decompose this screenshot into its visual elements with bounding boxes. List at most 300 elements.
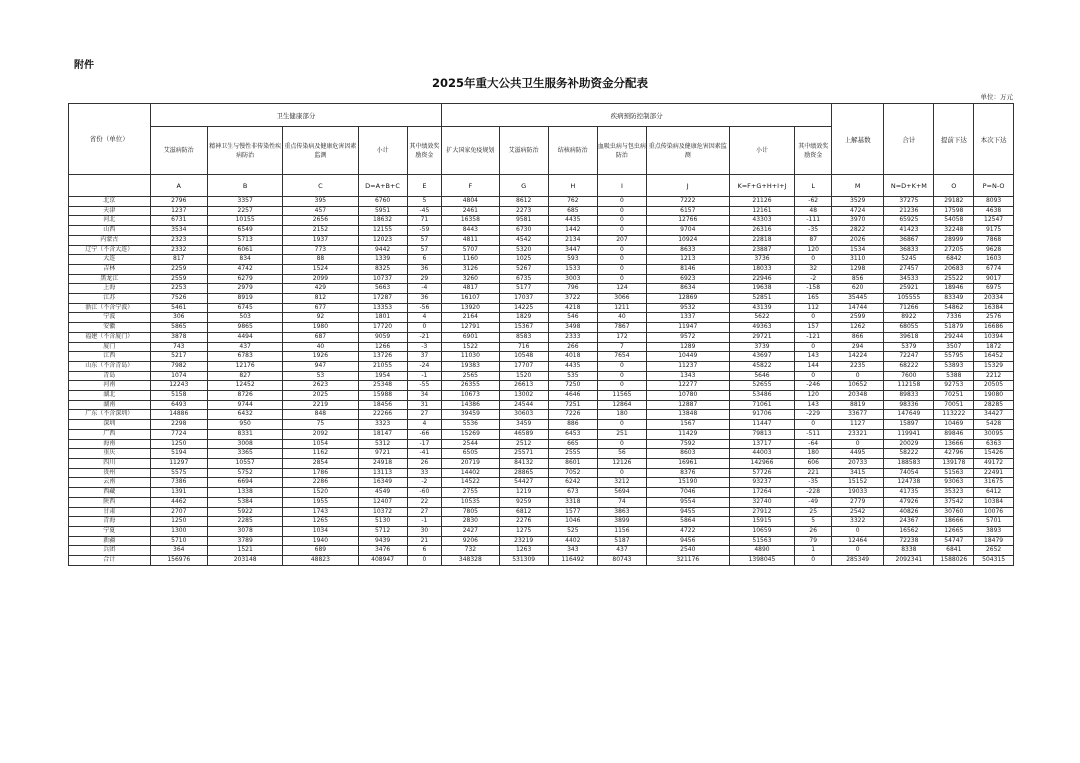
value-cell: 20683: [934, 264, 974, 274]
value-cell: 18033: [729, 264, 795, 274]
value-cell: 30: [407, 526, 441, 536]
value-cell: 36: [407, 264, 441, 274]
value-cell: 817: [150, 255, 207, 265]
value-cell: 43697: [729, 352, 795, 362]
value-cell: 12023: [358, 235, 407, 245]
value-cell: 9532: [646, 303, 729, 313]
value-cell: 53: [283, 371, 358, 381]
health-group-header: 卫生健康部分: [150, 104, 442, 127]
value-cell: 2544: [442, 439, 499, 449]
value-cell: 5158: [150, 391, 207, 401]
value-cell: 116492: [548, 556, 597, 566]
column-code: L: [795, 175, 832, 197]
value-cell: 2092: [283, 429, 358, 439]
province-cell: 黑龙江: [69, 274, 151, 284]
value-cell: 9442: [358, 245, 407, 255]
value-cell: 13848: [646, 410, 729, 420]
value-cell: 6363: [974, 439, 1014, 449]
table-row: [69, 371, 1014, 381]
value-cell: 2565: [442, 371, 499, 381]
value-cell: 4218: [548, 303, 597, 313]
value-cell: 40: [597, 313, 646, 323]
value-cell: 21126: [729, 197, 795, 207]
value-cell: 27: [407, 410, 441, 420]
value-cell: 9744: [208, 400, 283, 410]
value-cell: 20719: [442, 458, 499, 468]
value-cell: 25571: [499, 449, 548, 459]
value-cell: 5267: [499, 264, 548, 274]
value-cell: 2779: [832, 497, 884, 507]
value-cell: 4018: [548, 352, 597, 362]
value-cell: 3008: [208, 439, 283, 449]
value-cell: 29: [407, 274, 441, 284]
value-cell: 5320: [499, 245, 548, 255]
value-cell: 10659: [729, 526, 795, 536]
value-cell: 8338: [884, 546, 934, 556]
value-cell: 221: [795, 468, 832, 478]
table-row: [69, 313, 1014, 323]
value-cell: 15426: [974, 449, 1014, 459]
value-cell: 4494: [208, 332, 283, 342]
table-row: [69, 391, 1014, 401]
value-cell: 22946: [729, 274, 795, 284]
value-cell: 207: [597, 235, 646, 245]
value-cell: -66: [407, 429, 441, 439]
value-cell: 39459: [442, 410, 499, 420]
value-cell: 31: [407, 400, 441, 410]
value-cell: 68222: [884, 361, 934, 371]
table-row: [69, 410, 1014, 420]
value-cell: 7600: [884, 371, 934, 381]
attachment-label: 附件: [74, 60, 94, 71]
value-cell: 92: [283, 313, 358, 323]
value-cell: 40826: [884, 507, 934, 517]
value-cell: 1074: [150, 371, 207, 381]
column-code: C: [283, 175, 358, 197]
value-cell: 2979: [208, 284, 283, 294]
value-cell: 17264: [729, 488, 795, 498]
value-cell: 0: [597, 216, 646, 226]
table-row: [69, 449, 1014, 459]
value-cell: 1567: [646, 420, 729, 430]
value-cell: 80743: [597, 556, 646, 566]
value-cell: 8146: [646, 264, 729, 274]
column-header: 其中绩效奖励资金: [795, 127, 832, 175]
value-cell: 4646: [548, 391, 597, 401]
value-cell: 5694: [597, 488, 646, 498]
value-cell: 49363: [729, 323, 795, 333]
value-cell: 3459: [499, 420, 548, 430]
value-cell: 6549: [208, 226, 283, 236]
value-cell: 4462: [150, 497, 207, 507]
value-cell: 22: [407, 497, 441, 507]
column-code: O: [934, 175, 974, 197]
value-cell: 74054: [884, 468, 934, 478]
value-cell: 112: [795, 303, 832, 313]
value-cell: 0: [597, 381, 646, 391]
value-cell: 2512: [499, 439, 548, 449]
value-cell: 36833: [884, 245, 934, 255]
value-cell: 0: [407, 556, 441, 566]
province-cell: 湖北: [69, 391, 151, 401]
value-cell: 5622: [729, 313, 795, 323]
value-cell: 12864: [597, 400, 646, 410]
value-cell: 5575: [150, 468, 207, 478]
province-cell: 厦门: [69, 342, 151, 352]
table-row: [69, 216, 1014, 226]
value-cell: 6730: [499, 226, 548, 236]
value-cell: 3318: [548, 497, 597, 507]
value-cell: 1160: [442, 255, 499, 265]
value-cell: 8819: [832, 400, 884, 410]
value-cell: 834: [208, 255, 283, 265]
value-cell: 1213: [646, 255, 729, 265]
value-cell: 1442: [548, 226, 597, 236]
province-cell: 广西: [69, 429, 151, 439]
value-cell: 5130: [358, 517, 407, 527]
value-cell: 5461: [150, 303, 207, 313]
province-header: 省份（单位）: [69, 104, 151, 175]
value-cell: 408947: [358, 556, 407, 566]
value-cell: 23887: [729, 245, 795, 255]
value-cell: 2276: [499, 517, 548, 527]
value-cell: 4722: [646, 526, 729, 536]
value-cell: 7867: [597, 323, 646, 333]
value-cell: -2: [407, 478, 441, 488]
province-cell: 安徽: [69, 323, 151, 333]
value-cell: 21055: [358, 361, 407, 371]
value-cell: 11297: [150, 458, 207, 468]
value-cell: 36867: [884, 235, 934, 245]
value-cell: 5245: [884, 255, 934, 265]
value-cell: 4495: [832, 449, 884, 459]
table-row: [69, 488, 1014, 498]
value-cell: 0: [795, 342, 832, 352]
value-cell: 12547: [974, 216, 1014, 226]
total-row: [69, 556, 1014, 566]
value-cell: 7052: [548, 468, 597, 478]
column-header-o: 提前下达: [934, 104, 974, 175]
value-cell: 51879: [934, 323, 974, 333]
value-cell: 2559: [150, 274, 207, 284]
table-row: [69, 294, 1014, 304]
value-cell: 35445: [832, 294, 884, 304]
value-cell: 294: [832, 342, 884, 352]
value-cell: 687: [283, 332, 358, 342]
value-cell: 4817: [442, 284, 499, 294]
column-header: 小计: [358, 127, 407, 175]
value-cell: 5: [795, 517, 832, 527]
value-cell: 1398045: [729, 556, 795, 566]
value-cell: 16686: [974, 323, 1014, 333]
value-cell: 0: [597, 371, 646, 381]
value-cell: 18147: [358, 429, 407, 439]
value-cell: 9059: [358, 332, 407, 342]
table-row: [69, 303, 1014, 313]
value-cell: 10449: [646, 352, 729, 362]
province-cell: 福建（不含厦门）: [69, 332, 151, 342]
value-cell: 2092341: [884, 556, 934, 566]
value-cell: 15367: [499, 323, 548, 333]
value-cell: 2652: [974, 546, 1014, 556]
value-cell: 2796: [150, 197, 207, 207]
value-cell: 56: [597, 449, 646, 459]
value-cell: 14522: [442, 478, 499, 488]
value-cell: 37275: [884, 197, 934, 207]
table-row: [69, 497, 1014, 507]
value-cell: 3476: [358, 546, 407, 556]
value-cell: 18946: [934, 284, 974, 294]
value-cell: 11565: [597, 391, 646, 401]
value-cell: 1521: [208, 546, 283, 556]
province-cell: 重庆: [69, 449, 151, 459]
value-cell: 48823: [283, 556, 358, 566]
column-header-m: 上解基数: [832, 104, 884, 175]
table-row: [69, 458, 1014, 468]
value-cell: 2332: [150, 245, 207, 255]
value-cell: 2219: [283, 400, 358, 410]
value-cell: 620: [832, 284, 884, 294]
value-cell: 2286: [283, 478, 358, 488]
value-cell: 7868: [974, 235, 1014, 245]
value-cell: 165: [795, 294, 832, 304]
value-cell: 20733: [832, 458, 884, 468]
value-cell: 28285: [974, 400, 1014, 410]
value-cell: 6735: [499, 274, 548, 284]
value-cell: 395: [283, 197, 358, 207]
value-cell: 27912: [729, 507, 795, 517]
value-cell: 12161: [729, 206, 795, 216]
table-row: [69, 332, 1014, 342]
value-cell: 8919: [208, 294, 283, 304]
value-cell: 2542: [832, 507, 884, 517]
value-cell: 26: [795, 526, 832, 536]
table-row: [69, 507, 1014, 517]
value-cell: 9455: [646, 507, 729, 517]
value-cell: 105555: [884, 294, 934, 304]
value-cell: 10548: [499, 352, 548, 362]
value-cell: 12869: [646, 294, 729, 304]
value-cell: 1522: [442, 342, 499, 352]
value-cell: 12126: [597, 458, 646, 468]
value-cell: 3126: [442, 264, 499, 274]
table-row: [69, 478, 1014, 488]
value-cell: 10469: [934, 420, 974, 430]
value-cell: 144: [795, 361, 832, 371]
value-cell: 1980: [283, 323, 358, 333]
value-cell: 2152: [283, 226, 358, 236]
value-cell: 57: [407, 245, 441, 255]
value-cell: 6760: [358, 197, 407, 207]
value-cell: 3078: [208, 526, 283, 536]
value-cell: 180: [597, 410, 646, 420]
table-row: [69, 235, 1014, 245]
value-cell: 1127: [832, 420, 884, 430]
value-cell: 52655: [729, 381, 795, 391]
value-cell: 2235: [832, 361, 884, 371]
column-code: M: [832, 175, 884, 197]
value-cell: 2555: [548, 449, 597, 459]
table-row: [69, 536, 1014, 546]
value-cell: -3: [407, 342, 441, 352]
value-cell: 16358: [442, 216, 499, 226]
value-cell: 72247: [884, 352, 934, 362]
value-cell: 306: [150, 313, 207, 323]
value-cell: 1211: [597, 303, 646, 313]
value-cell: -49: [795, 497, 832, 507]
province-cell: 北京: [69, 197, 151, 207]
value-cell: 14744: [832, 303, 884, 313]
value-cell: 53893: [934, 361, 974, 371]
value-cell: 1046: [548, 517, 597, 527]
value-cell: 156976: [150, 556, 207, 566]
value-cell: 11237: [646, 361, 729, 371]
value-cell: 35323: [934, 488, 974, 498]
value-cell: 70051: [934, 400, 974, 410]
table-row: [69, 284, 1014, 294]
value-cell: 503: [208, 313, 283, 323]
value-cell: 12407: [358, 497, 407, 507]
value-cell: 6774: [974, 264, 1014, 274]
value-cell: 1262: [832, 323, 884, 333]
value-cell: 91706: [729, 410, 795, 420]
value-cell: 0: [832, 371, 884, 381]
value-cell: 3789: [208, 536, 283, 546]
value-cell: 8331: [208, 429, 283, 439]
value-cell: 57726: [729, 468, 795, 478]
value-cell: 18479: [974, 536, 1014, 546]
value-cell: 7592: [646, 439, 729, 449]
value-cell: 2253: [150, 284, 207, 294]
value-cell: 1534: [832, 245, 884, 255]
province-cell: 河南: [69, 381, 151, 391]
value-cell: 172: [597, 332, 646, 342]
value-cell: 10076: [974, 507, 1014, 517]
value-cell: 6453: [548, 429, 597, 439]
value-cell: 457: [283, 206, 358, 216]
value-cell: 8443: [442, 226, 499, 236]
value-cell: 2540: [646, 546, 729, 556]
value-cell: -2: [795, 274, 832, 284]
value-cell: 20334: [974, 294, 1014, 304]
value-cell: 1937: [283, 235, 358, 245]
value-cell: 1926: [283, 352, 358, 362]
value-cell: 531309: [499, 556, 548, 566]
value-cell: 856: [832, 274, 884, 284]
value-cell: -45: [407, 206, 441, 216]
value-cell: 3110: [832, 255, 884, 265]
province-cell: 西藏: [69, 488, 151, 498]
disease-group-header: 疾病预防控制部分: [442, 104, 832, 127]
value-cell: 7805: [442, 507, 499, 517]
value-cell: 25921: [884, 284, 934, 294]
value-cell: 285349: [832, 556, 884, 566]
value-cell: 773: [283, 245, 358, 255]
value-cell: 10652: [832, 381, 884, 391]
value-cell: -511: [795, 429, 832, 439]
value-cell: 29721: [729, 332, 795, 342]
value-cell: 2134: [548, 235, 597, 245]
value-cell: 12887: [646, 400, 729, 410]
column-code: F: [442, 175, 499, 197]
value-cell: 716: [499, 342, 548, 352]
value-cell: 3322: [832, 517, 884, 527]
value-cell: 504315: [974, 556, 1014, 566]
value-cell: 9704: [646, 226, 729, 236]
value-cell: 848: [283, 410, 358, 420]
value-cell: 16961: [646, 458, 729, 468]
value-cell: 10394: [974, 332, 1014, 342]
value-cell: 10155: [208, 216, 283, 226]
value-cell: 743: [150, 342, 207, 352]
value-cell: 8601: [548, 458, 597, 468]
value-cell: 26355: [442, 381, 499, 391]
value-cell: 27: [407, 507, 441, 517]
value-cell: 13002: [499, 391, 548, 401]
province-cell: 内蒙古: [69, 235, 151, 245]
value-cell: 5177: [499, 284, 548, 294]
province-cell: 陕西: [69, 497, 151, 507]
value-cell: 3415: [832, 468, 884, 478]
value-cell: 1337: [646, 313, 729, 323]
value-cell: 3507: [934, 342, 974, 352]
value-cell: 21236: [884, 206, 934, 216]
column-code: A: [150, 175, 207, 197]
value-cell: 7046: [646, 488, 729, 498]
province-cell: 上海: [69, 284, 151, 294]
value-cell: 0: [597, 439, 646, 449]
value-cell: 3529: [832, 197, 884, 207]
value-cell: 12791: [442, 323, 499, 333]
value-cell: 1338: [208, 488, 283, 498]
value-cell: 24367: [884, 517, 934, 527]
value-cell: 1250: [150, 439, 207, 449]
value-cell: -59: [407, 226, 441, 236]
value-cell: 4435: [548, 216, 597, 226]
column-header: 小计: [729, 127, 795, 175]
value-cell: 2257: [208, 206, 283, 216]
value-cell: 17598: [934, 206, 974, 216]
value-cell: -1: [407, 517, 441, 527]
table-row: [69, 274, 1014, 284]
value-cell: 120: [795, 245, 832, 255]
value-cell: 2830: [442, 517, 499, 527]
value-cell: -56: [407, 303, 441, 313]
value-cell: 203148: [208, 556, 283, 566]
value-cell: 27205: [934, 245, 974, 255]
value-cell: 19033: [832, 488, 884, 498]
value-cell: 4804: [442, 197, 499, 207]
value-cell: 113222: [934, 410, 974, 420]
value-cell: 17287: [358, 294, 407, 304]
column-code: D=A+B+C: [358, 175, 407, 197]
value-cell: 0: [597, 226, 646, 236]
value-cell: 12452: [208, 381, 283, 391]
table-row: [69, 323, 1014, 333]
table-row: [69, 517, 1014, 527]
value-cell: 22266: [358, 410, 407, 420]
value-cell: 42796: [934, 449, 974, 459]
value-cell: 3736: [729, 255, 795, 265]
value-cell: 10924: [646, 235, 729, 245]
table-row: [69, 245, 1014, 255]
value-cell: 20505: [974, 381, 1014, 391]
value-cell: 8093: [974, 197, 1014, 207]
value-cell: 5701: [974, 517, 1014, 527]
value-cell: 53486: [729, 391, 795, 401]
value-cell: 1801: [358, 313, 407, 323]
province-cell: 海南: [69, 439, 151, 449]
